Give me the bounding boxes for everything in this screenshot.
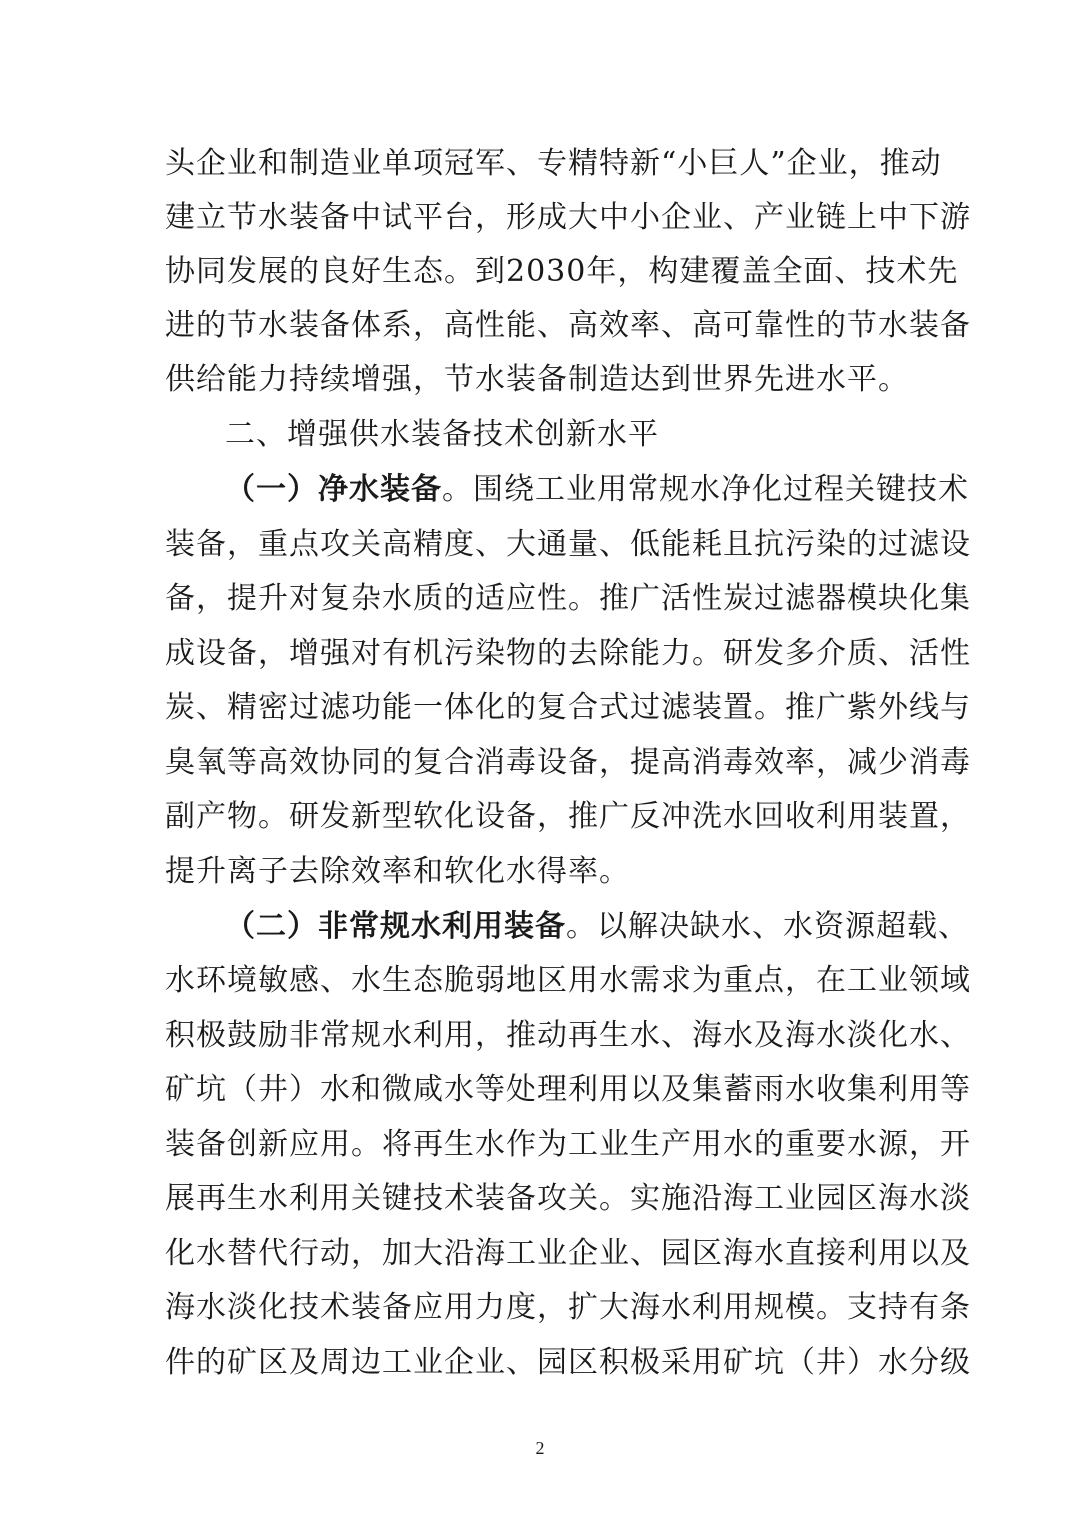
- intro-line-2: 建立节水装备中试平台，形成大中小企业、产业链上中下游: [165, 200, 971, 235]
- intro-line-4: 进的节水装备体系，高性能、高效率、高可靠性的节水装备: [165, 308, 971, 343]
- subsection-2-line-6: 化水替代行动，加大沿海工业企业、园区海水直接利用以及: [165, 1236, 971, 1271]
- subsection-2-line-4: 装备创新应用。将再生水作为工业生产用水的重要水源，开: [165, 1127, 971, 1162]
- intro-line-3: 协同发展的良好生态。到2030年，构建覆盖全面、技术先: [165, 254, 959, 289]
- subsection-1-line-2: 备，提升对复杂水质的适应性。推广活性炭过滤器模块化集: [165, 581, 971, 616]
- page-number: 2: [535, 1438, 545, 1458]
- intro-line-5: 供给能力持续增强，节水装备制造达到世界先进水平。: [165, 362, 909, 397]
- subsection-2-line-7: 海水淡化技术装备应用力度，扩大海水利用规模。支持有条: [165, 1290, 971, 1325]
- subsection-1-line-7: 提升离子去除效率和软化水得率。: [165, 854, 630, 889]
- intro-line-1: 头企业和制造业单项冠军、专精特新“小巨人”企业，推动: [165, 146, 942, 181]
- subsection-2-line-1: 水环境敏感、水生态脆弱地区用水需求为重点，在工业领域: [165, 963, 971, 998]
- subsection-2-line-5: 展再生水利用关键技术装备攻关。实施沿海工业园区海水淡: [165, 1181, 971, 1216]
- subsection-1-first-line: [225, 463, 969, 517]
- subsection-1-line-3: 成设备，增强对有机污染物的去除能力。研发多介质、活性: [165, 636, 971, 671]
- subsection-1-line-6: 副产物。研发新型软化设备，推广反冲洗水回收利用装置，: [165, 799, 971, 834]
- subsection-2-title: （二）非常规水利用装备: [225, 909, 566, 944]
- subsection-1-line-4: 炭、精密过滤功能一体化的复合式过滤装置。推广紫外线与: [165, 690, 971, 725]
- subsection-2-lead-text: 。以解决缺水、水资源超载、: [566, 909, 969, 944]
- subsection-1-line-1: 装备，重点攻关高精度、大通量、低能耗且抗污染的过滤设: [165, 527, 971, 562]
- subsection-1-line-5: 臭氧等高效协同的复合消毒设备，提高消毒效率，减少消毒: [165, 745, 971, 780]
- section-heading: 二、增强供水装备技术创新水平: [225, 417, 659, 452]
- subsection-2-line-8: 件的矿区及周边工业企业、园区积极采用矿坑（井）水分级: [165, 1345, 971, 1380]
- subsection-2-first-line: [225, 900, 969, 954]
- subsection-2-line-2: 积极鼓励非常规水利用，推动再生水、海水及海水淡化水、: [165, 1018, 971, 1053]
- subsection-1-title: （一）净水装备: [225, 472, 442, 507]
- subsection-2-line-3: 矿坑（井）水和微咸水等处理利用以及集蓄雨水收集利用等: [165, 1072, 971, 1107]
- subsection-1-lead-text: 。围绕工业用常规水净化过程关键技术: [442, 472, 969, 507]
